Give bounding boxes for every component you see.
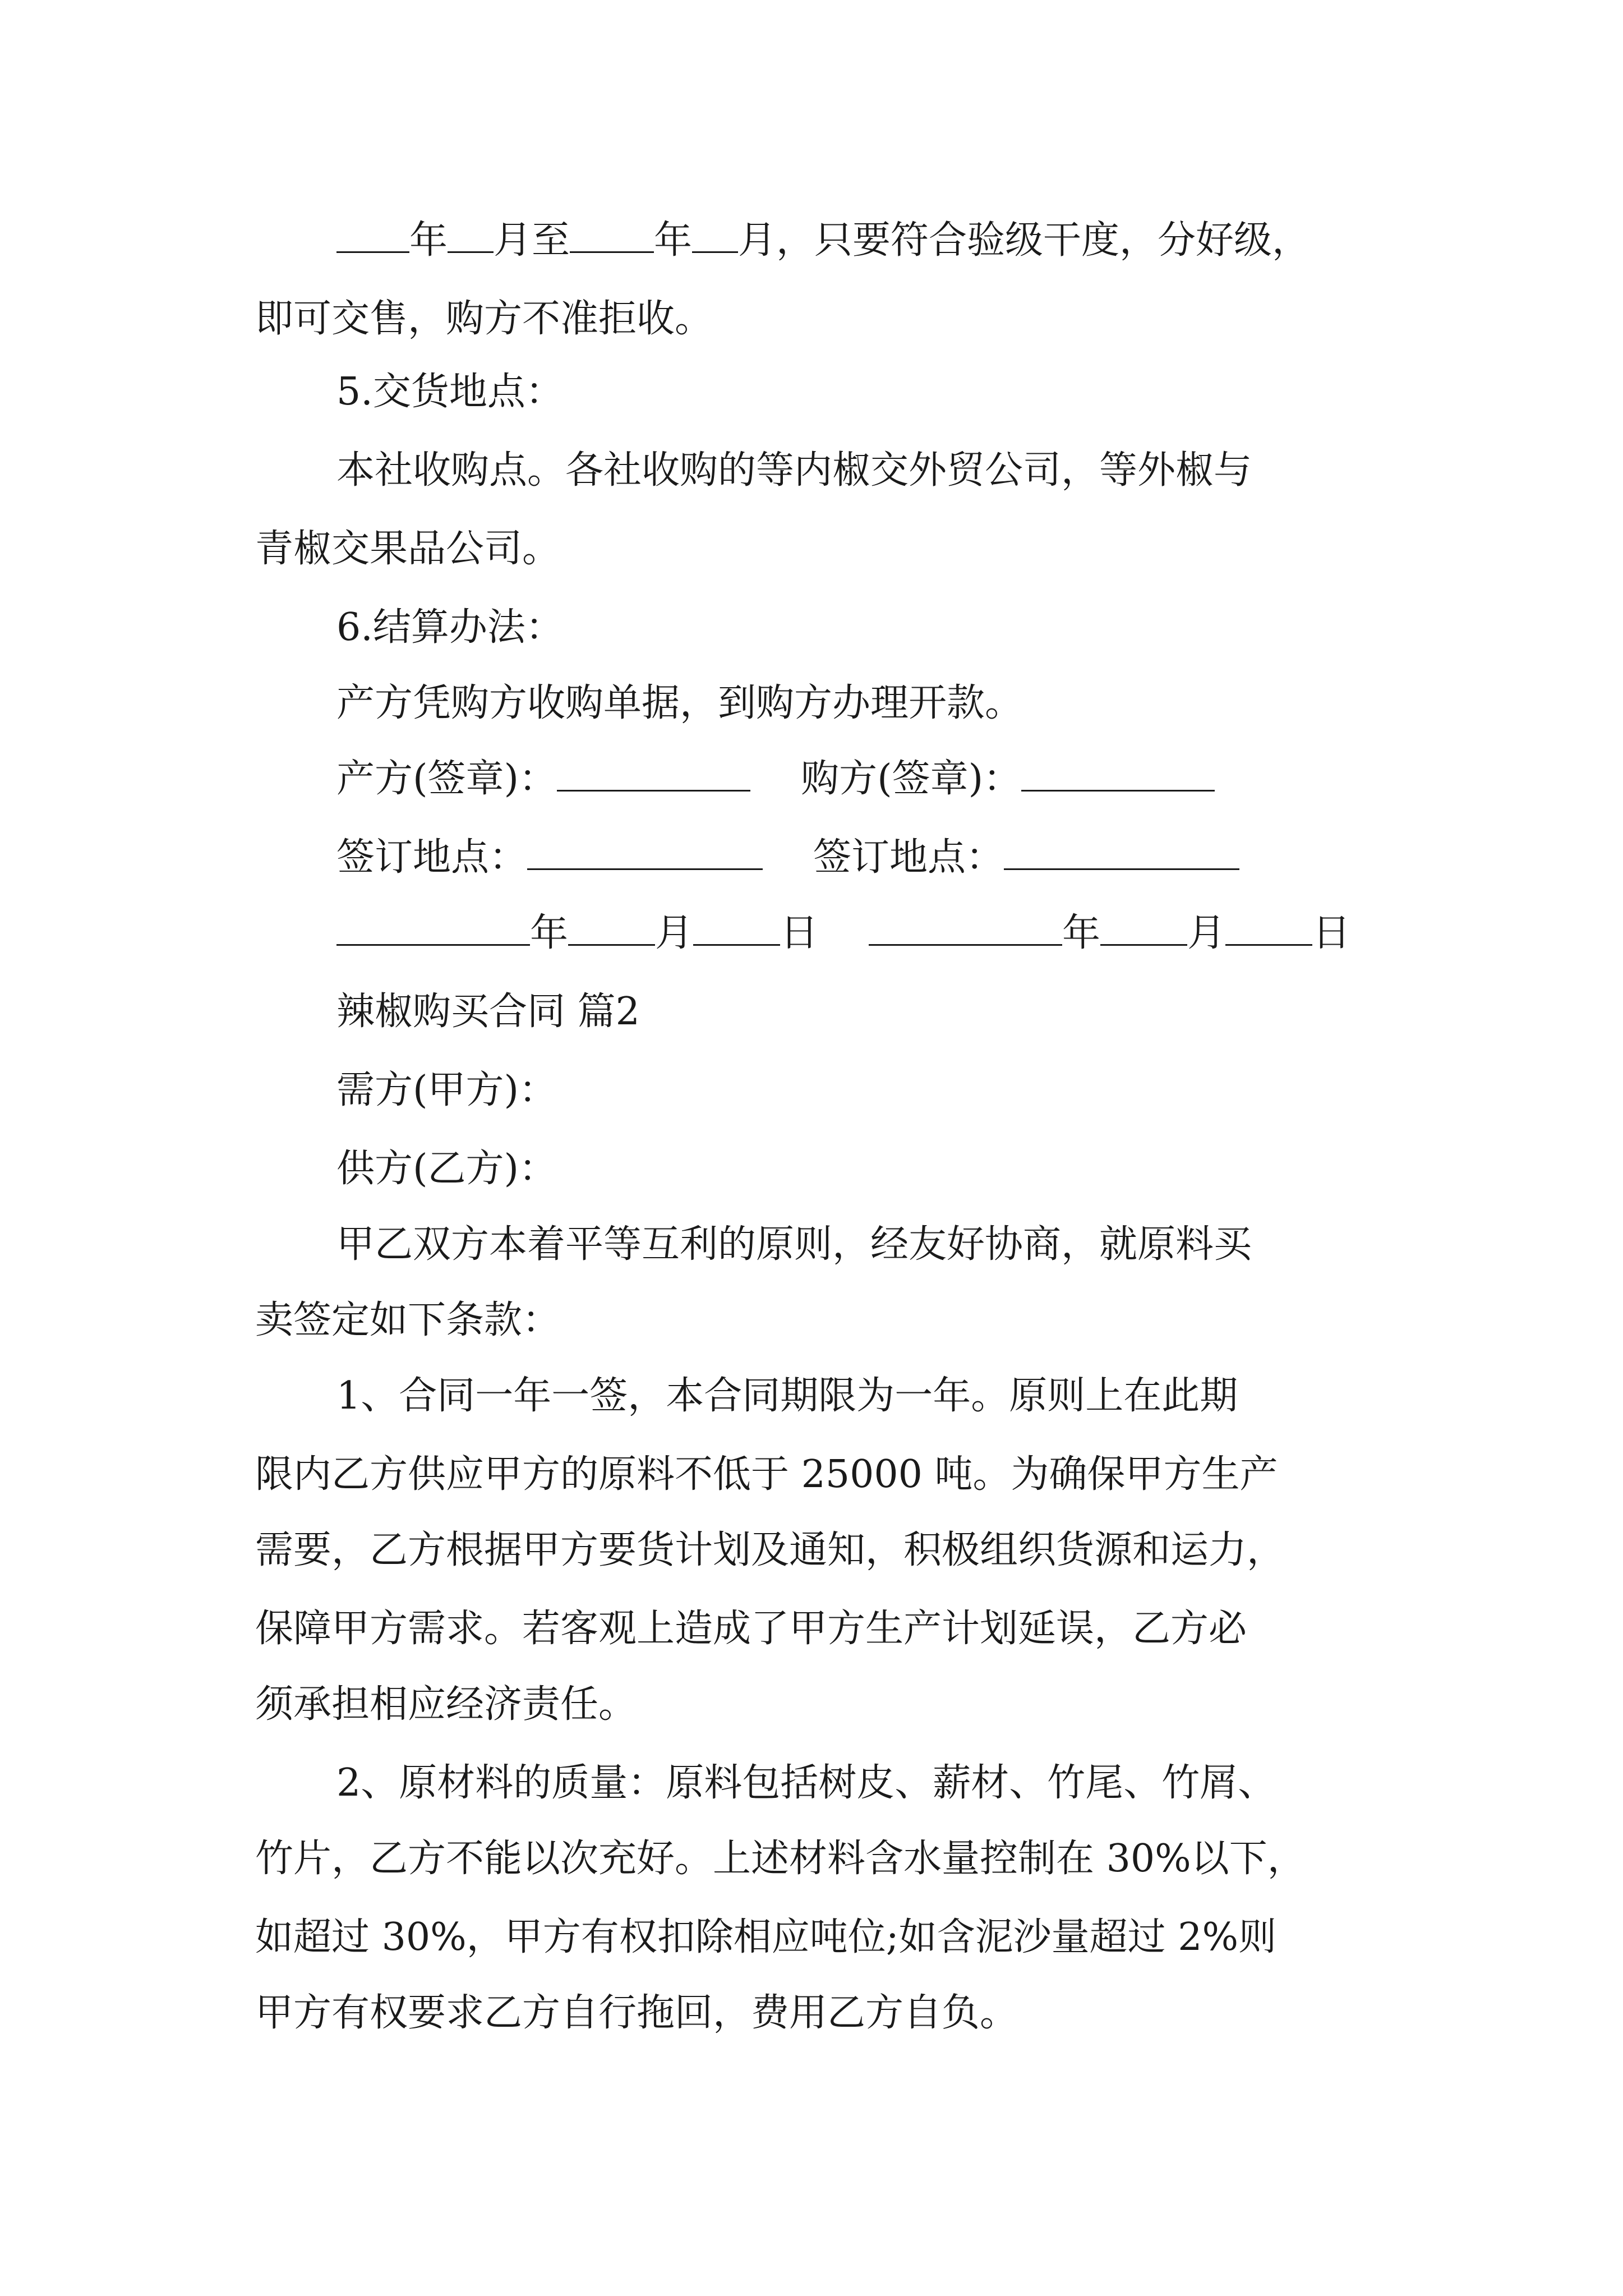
clause-1-line-1: 1、合同一年一签，本合同期限为一年。原则上在此期 <box>336 1374 1238 1418</box>
party-a: 需方(甲方)： <box>336 1068 557 1112</box>
intro-line-2: 卖签定如下条款： <box>255 1298 561 1342</box>
seller-place-label: 签订地点： <box>336 835 528 880</box>
sign-place-line <box>336 835 1239 880</box>
clause-2-line-1: 2、原材料的质量：原料包括树皮、薪材、竹尾、竹屑、 <box>336 1761 1276 1805</box>
seller-sign-blank <box>557 761 750 792</box>
buyer-place-blank <box>1004 839 1239 870</box>
blank-year-2 <box>570 222 654 253</box>
blank-month-2 <box>692 222 738 253</box>
delivery-time-line-2: 即可交售，购方不准拒收。 <box>255 297 713 341</box>
sign-date-line: 年 月 日 年 月 日 <box>336 914 1350 953</box>
clause-2-line-3: 如超过 30%，甲方有权扣除相应吨位;如含泥沙量超过 2%则 <box>255 1915 1277 1959</box>
blank-year-1 <box>336 222 409 253</box>
seller-month-blank <box>568 915 655 946</box>
clause-1-line-5: 须承担相应经济责任。 <box>255 1682 637 1727</box>
delivery-time-line-1: 年 月至 年 月，只要符合验级干度，分好级， <box>336 222 1310 260</box>
seller-day-blank <box>693 915 780 946</box>
buyer-year-blank <box>869 915 1062 946</box>
seller-sign-label: 产方(签章)： <box>336 757 557 801</box>
intro-line-1: 甲乙双方本着平等互利的原则，经友好协商，就原料买 <box>336 1222 1252 1267</box>
buyer-sign-label: 购方(签章)： <box>801 757 1022 801</box>
seller-year-blank <box>336 915 530 946</box>
buyer-day-blank <box>1225 915 1312 946</box>
section-6-title: 6.结算办法： <box>336 605 564 650</box>
blank-month-1 <box>448 222 494 253</box>
buyer-sign-blank <box>1021 761 1215 792</box>
clause-2-line-4: 甲方有权要求乙方自行拖回，费用乙方自负。 <box>255 1991 1018 2035</box>
section-5-title: 5.交货地点： <box>336 370 564 414</box>
clause-2-line-2: 竹片，乙方不能以次充好。上述材料含水量控制在 30%以下， <box>255 1837 1306 1881</box>
buyer-month-blank <box>1100 915 1187 946</box>
clause-1-line-3: 需要，乙方根据甲方要货计划及通知，积极组织货源和运力， <box>255 1528 1285 1572</box>
party-b: 供方(乙方)： <box>336 1147 557 1191</box>
clause-1-line-2: 限内乙方供应甲方的原料不低于 25000 吨。为确保甲方生产 <box>255 1452 1278 1497</box>
clause-1-line-4: 保障甲方需求。若客观上造成了甲方生产计划延误，乙方必 <box>255 1607 1247 1651</box>
section-5-body-line-2: 青椒交果品公司。 <box>255 527 561 571</box>
contract-title-2: 辣椒购买合同 篇2 <box>336 990 640 1034</box>
section-6-body: 产方凭购方收购单据，到购方办理开款。 <box>336 681 1023 725</box>
seller-place-blank <box>527 839 763 870</box>
buyer-place-label: 签订地点： <box>813 835 1004 880</box>
signature-line <box>336 757 1215 801</box>
section-5-body-line-1: 本社收购点。各社收购的等内椒交外贸公司，等外椒与 <box>336 448 1252 493</box>
